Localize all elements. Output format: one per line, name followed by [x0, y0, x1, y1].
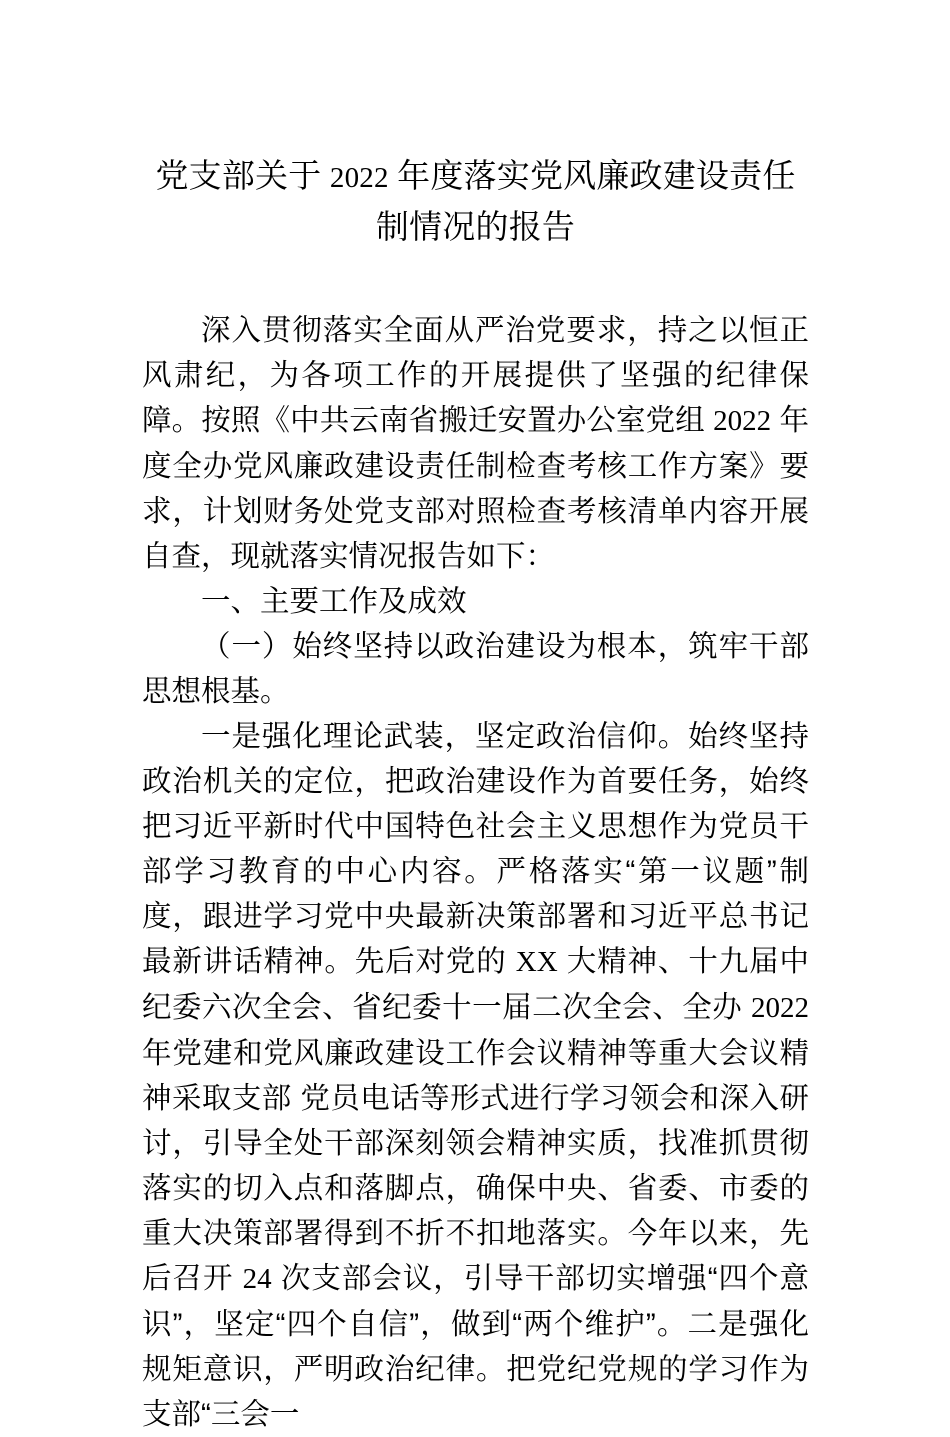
paragraph-intro: 深入贯彻落实全面从严治党要求，持之以恒正风肃纪，为各项工作的开展提供了坚强的纪律保障。按照《中共云南省搬迁安置办公室党组 2022 年度全办党风廉政建设责任制检查考核工作方案》要求，计划财务处党支部对照检查考核清单内容开展自查，现就落实情况报告如下： — [142, 314, 809, 573]
heading-section-one: 一、主要工作及成效 — [201, 585, 467, 618]
heading-subsection-one: （一）始终坚持以政治建设为根本，筑牢干部思想根基。 — [142, 630, 809, 708]
latin-run: XX — [515, 946, 558, 978]
latin-run: 2022 — [751, 992, 809, 1024]
paragraph-body-one: 一是强化理论武装，坚定政治信仰。始终坚持政治机关的定位，把政治建设作为首要任务，始终把习近平新时代中国特色社会主义思想作为党员干部学习教育的中心内容。严格落实“第一议题”制度，跟进学习党中央最新决策部署和习近平总书记最新讲话精神。先后对党的 XX 大精神、十九届中纪委六次全会、省纪委十一届二次全会、全办 2022 年党建和党风廉政建设工作会议精神等重大会议精神采取支部 党员电话等形式进行学习领会和深入研讨，引导全处干部深刻领会精神实质，找准抓贯彻落实的切入点和落脚点，确保中央、省委、市委的重大决策部署得到不折不扣地落实。今年以来，先后召开 24 次支部会议，引导干部切实增强“四个意识”，坚定“四个自信”，做到“两个维护”。二是强化规矩意识，严明政治纪律。把党纪党规的学习作为支部“三会一 — [142, 720, 809, 1431]
latin-run: 2022 — [329, 162, 389, 194]
latin-run: 24 — [242, 1263, 272, 1295]
page-title: 党支部关于 2022 年度落实党风廉政建设责任制情况的报告 — [155, 159, 796, 246]
latin-run: 2022 — [713, 405, 772, 437]
document-text-column — [142, 0, 809, 1437]
title-body-spacer — [142, 253, 809, 308]
